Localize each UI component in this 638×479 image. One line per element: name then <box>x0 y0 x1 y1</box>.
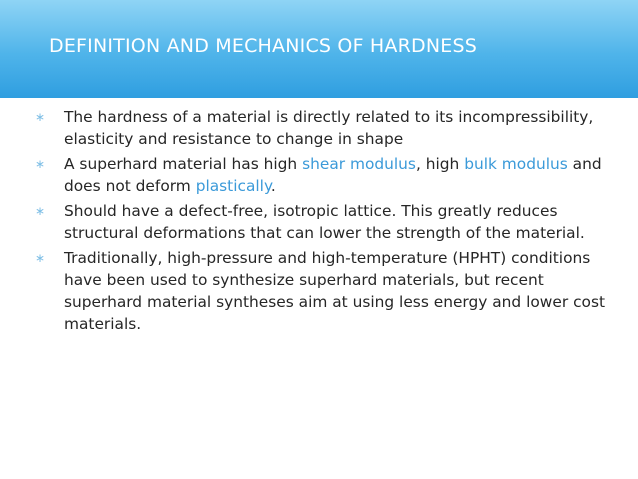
bullet-text: and does not deform <box>64 155 602 195</box>
bullet-list <box>30 106 620 338</box>
bullet-text: , high <box>415 155 465 173</box>
bulk-modulus-link[interactable]: bulk modulus <box>464 155 568 173</box>
bullet-item-superhard <box>30 153 620 197</box>
bullet-text: Should have a defect-free, isotropic lattice. This greatly reduces structural deformations that can lower the strength of the material. <box>64 202 585 242</box>
bullet-text: The hardness of a material is directly related to its incompressibility, elasticity and resistance to change in shape <box>64 108 594 148</box>
bullet-item-hpht <box>30 247 620 335</box>
bullet-marker-icon: ∗ <box>34 157 46 171</box>
bullet-item-hardness <box>30 106 620 150</box>
slide-title: DEFINITION AND MECHANICS OF HARDNESS <box>49 35 477 57</box>
title-band <box>0 0 638 98</box>
bullet-text: . <box>270 177 276 195</box>
shear-modulus-link[interactable]: shear modulus <box>302 155 416 173</box>
bullet-text: A superhard material has high <box>64 155 303 173</box>
bullet-marker-icon: ∗ <box>34 204 46 218</box>
bullet-text: Traditionally, high-pressure and high-temperature (HPHT) conditions have been used to synthesize superhard materials, but recent superhard material syntheses aim at using less energy and lower cost materials. <box>64 249 605 333</box>
bullet-marker-icon: ∗ <box>34 251 46 265</box>
bullet-item-lattice <box>30 200 620 244</box>
plastically-link[interactable]: plastically <box>195 177 271 195</box>
bullet-marker-icon: ∗ <box>34 110 46 124</box>
